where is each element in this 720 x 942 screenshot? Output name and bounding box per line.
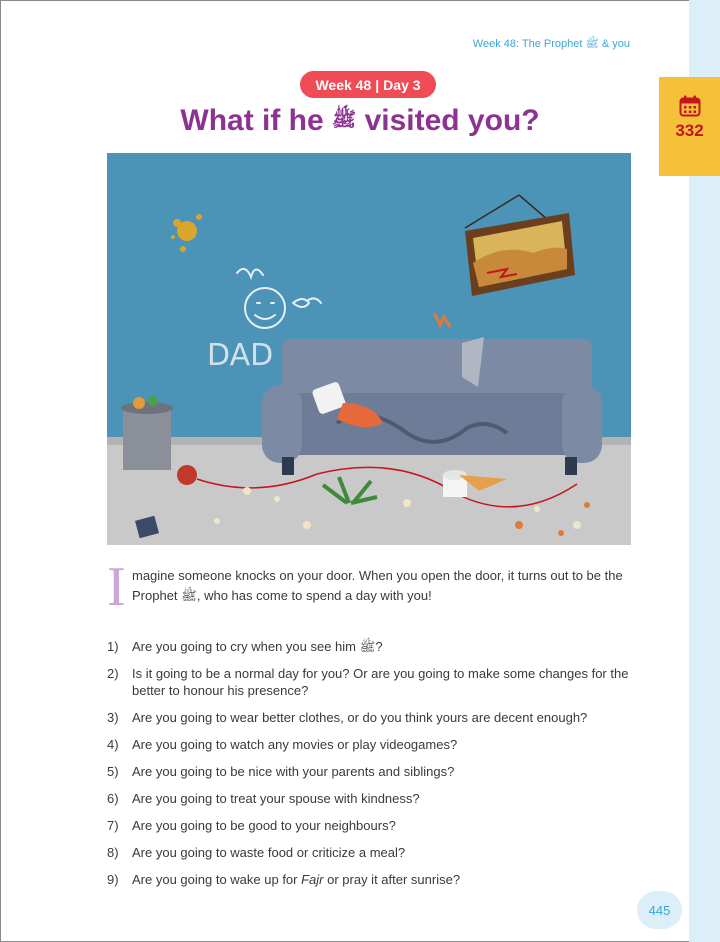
question-item	[107, 844, 631, 861]
question-number: 5)	[107, 764, 119, 779]
badge-separator: |	[375, 76, 380, 93]
week-day-badge	[300, 71, 436, 98]
question-text: Are you going to cry when you see him ﷺ?	[132, 639, 383, 654]
day-number: 332	[675, 121, 704, 140]
question-text	[132, 871, 631, 888]
drop-cap: I	[107, 556, 126, 618]
question-number: 7)	[107, 818, 119, 833]
question-item	[107, 665, 631, 699]
question-text: Are you going to treat your spouse with kindness?	[132, 791, 420, 806]
question-text: Is it going to be a normal day for you? Or are you going to make some changes for the better to honour his presence?	[132, 666, 629, 698]
question-item	[107, 871, 631, 888]
day-label: Day 3	[383, 76, 421, 93]
messy-room-illustration	[107, 153, 631, 545]
question-item	[107, 763, 631, 780]
question-item	[107, 736, 631, 753]
question-text-italic: Fajr	[301, 872, 324, 887]
question-item	[107, 790, 631, 807]
intro-text: magine someone knocks on your door. When you open the door, it turns out to be the Prophet ﷺ, who has come to spend a day with you!	[132, 568, 623, 603]
question-number: 6)	[107, 791, 119, 806]
question-number: 4)	[107, 737, 119, 752]
trash-can	[121, 396, 173, 470]
title-before: What if he	[180, 104, 324, 137]
question-item	[107, 709, 631, 726]
question-text: Are you going to watch any movies or play videogames?	[132, 737, 458, 752]
sofa	[262, 337, 602, 475]
toilet-roll	[443, 470, 467, 497]
question-number: 8)	[107, 845, 119, 860]
question-text: Are you going to wear better clothes, or do you think yours are decent enough?	[132, 710, 588, 725]
question-text: Are you going to be nice with your parents and siblings?	[132, 764, 455, 779]
question-list	[107, 638, 631, 898]
page-number: 445	[637, 891, 682, 929]
yarn-ball	[177, 465, 197, 485]
honorific-glyph: ﷺ	[332, 109, 357, 131]
question-item	[107, 638, 631, 655]
question-number: 2)	[107, 666, 119, 681]
question-text-part: or pray it after sunrise?	[323, 872, 461, 887]
question-text: Are you going to waste food or criticize a meal?	[132, 845, 406, 860]
question-item	[107, 817, 631, 834]
question-text: Are you going to be good to your neighbours?	[132, 818, 396, 833]
week-label: Week 48	[315, 76, 372, 93]
question-text-part: Are you going to wake up for	[132, 872, 302, 887]
intro-paragraph	[107, 556, 631, 618]
title-after: visited you?	[364, 104, 540, 137]
question-number: 9)	[107, 872, 119, 887]
question-number: 1)	[107, 639, 119, 654]
running-header: Week 48: The Prophet ﷺ & you	[472, 38, 630, 50]
wall-writing: DAD	[207, 338, 274, 373]
page-title	[0, 104, 720, 138]
question-number: 3)	[107, 710, 119, 725]
